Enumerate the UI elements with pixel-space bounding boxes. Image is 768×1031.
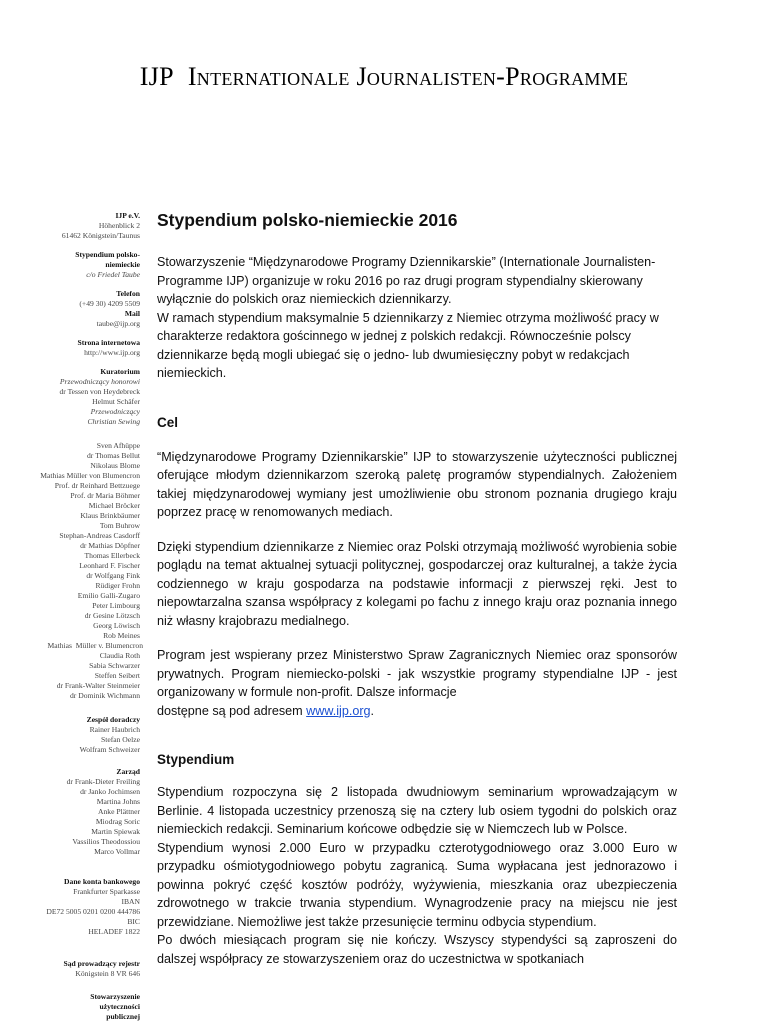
mail-label: Mail [124, 309, 140, 318]
member-name: Michael Bröcker [88, 501, 140, 510]
org-street: Höhenblick 2 [98, 221, 140, 230]
page-title: Stypendium polsko-niemieckie 2016 [157, 210, 458, 230]
board-of-trustees [8, 367, 140, 427]
website-label: Strona internetowa [77, 338, 140, 347]
board-member-name: Marco Vollmar [94, 847, 140, 856]
sidebar [8, 211, 143, 1031]
advisor-name: Stefan Oelze [100, 735, 140, 744]
intro-paragraph: W ramach stypendium maksymalnie 5 dziennikarzy z Niemiec otrzyma możliwość pracy w charakterze redaktora gościnnego w jednej z polskich redakcji. Równocześnie polscy dziennikarze będą mogli ubiegać się o jedno- lub dwumiesięczny pobyt w redakcjach niemieckich. [157, 310, 659, 380]
member-name: Emilio Galli-Zugaro [77, 591, 140, 600]
scholarship-paragraph: Po dwóch miesiącach program się nie kończy. Wszyscy stypendyści są zaproszeni do dalszej współpracy ze stowarzyszeniem oraz do uczestnictwa w spotkaniach [157, 933, 677, 966]
court-value: Königstein 8 VR 646 [75, 969, 140, 978]
member-name: Peter Limbourg [92, 601, 140, 610]
board-member-name: Vassilios Theodossiou [72, 837, 140, 846]
board-member-name: dr Frank-Dieter Freiling [66, 777, 140, 786]
scholarship-label: Stypendium polsko-niemieckie [75, 250, 140, 269]
association-status [8, 992, 140, 1022]
trustee-name: dr Tessen von Heydebreck [59, 387, 140, 396]
board-member-name: Martina Johns [96, 797, 140, 806]
contact-info [8, 289, 140, 329]
member-name: Rob Meines [103, 631, 140, 640]
management-board [8, 767, 140, 857]
link-intro: dostępne są pod adresem [157, 703, 307, 718]
intro-paragraph: Stowarzyszenie “Międzynarodowe Programy Dziennikarskie” (Internationale Journalisten-Programme IJP) organizuje w roku 2016 po raz drugi program stypendialny skierowany wyłącznie do polskich oraz niemieckich dziennikarzy. [157, 255, 656, 306]
member-name: Sabia Schwarzer [89, 661, 140, 670]
member-name: Prof. dr Maria Böhmer [70, 491, 140, 500]
letterhead-title: Internationale Journalisten-Programme [187, 62, 629, 91]
advisors-label: Zespół doradczy [86, 715, 140, 724]
mail-value[interactable]: taube@ijp.org [96, 319, 140, 328]
member-name: dr Gesine Lötzsch [84, 611, 140, 620]
trustees-role: Przewodniczący honorowi [59, 377, 140, 386]
member-name: Klaus Brinkbäumer [80, 511, 140, 520]
member-name: dr Dominik Wichmann [70, 691, 140, 700]
member-name: Mathias Müller von Blumencron [40, 471, 140, 480]
member-name: Nikolaus Blome [90, 461, 140, 470]
member-name: Steffen Seibert [94, 671, 140, 680]
org-name: IJP e.V. [115, 211, 140, 220]
member-name: Stephan-Andreas Casdorff [59, 531, 140, 540]
member-name: Tom Buhrow [99, 521, 140, 530]
board-member-name: dr Janko Jochimsen [80, 787, 140, 796]
website-info [8, 338, 140, 358]
board-member-name: Anke Plättner [98, 807, 140, 816]
scholarship-contact-name: c/o Friedel Taube [86, 270, 140, 279]
ijp-website-link[interactable]: www.ijp.org [306, 703, 371, 718]
letterhead-abbr: IJP [139, 62, 174, 91]
website-value[interactable]: http://www.ijp.org [84, 348, 140, 357]
bank-line: IBAN [121, 897, 140, 906]
bank-line: BIC [127, 917, 140, 926]
sentence-end: . [370, 703, 375, 718]
member-name: dr Mathias Döpfner [80, 541, 140, 550]
section-heading-goal: Cel [157, 414, 179, 430]
bank-line: HELADEF 1822 [88, 927, 140, 936]
advisor-name: Wolfram Schweizer [79, 745, 140, 754]
scholarship-paragraph: Stypendium rozpoczyna się 2 listopada dwudniowym seminarium wprowadzającym w Berlinie. 4 listopada uczestnicy przenoszą się na cztery lub osiem tygodni do polskich oraz niemieckich redakcji. Seminarium końcowe odbędzie się w Niemczech lub w Polsce. [157, 785, 677, 836]
goal-paragraph: “Międzynarodowe Programy Dziennikarskie” IJP to stowarzyszenie użyteczności publicznej oferujące młodym dziennikarzom szeroką paletę programów stypendialnych. Założeniem takiej międzynarodowej wymiany jest umożliwienie obu stronom poznania drugiego kraju poprzez pracę w renomowanych mediach. [157, 449, 677, 519]
trustees-label: Kuratorium [100, 367, 140, 376]
member-name: dr Wolfgang Fink [86, 571, 140, 580]
association-label: Stowarzyszenie użyteczności publicznej [90, 992, 140, 1021]
register-court [8, 959, 140, 979]
trustee-name: Christian Sewing [87, 417, 140, 426]
goal-paragraph: Program jest wspierany przez Ministerstwo Spraw Zagranicznych Niemiec oraz sponsorów prywatnych. Program niemiecko-polski - jak wszystkie programy stypendialne IJP - jest organizowany w formule non-profit. Dalsze informacje [157, 648, 677, 699]
member-name: Rüdiger Frohn [95, 581, 140, 590]
goal-paragraph: Dzięki stypendium dziennikarze z Niemiec oraz Polski otrzymają możliwość wyrobienia sobie poglądu na temat aktualnej sytuacji politycznej, gospodarczej oraz kulturalnej, a także życia codziennego w kraju gospodarza na podstawie informacji z pierwszej ręki. Jest to niepowtarzalna szansa współpracy z kolegami po fachu z innego kraju oraz poznania innego niż własny krajobrazu medialnego. [157, 539, 677, 628]
board-member-name: Miodrag Soric [95, 817, 140, 826]
member-name: Georg Löwisch [93, 621, 140, 630]
phone-value: (+49 30) 4209 5509 [79, 299, 140, 308]
trustee-name: Helmut Schäfer [92, 397, 140, 406]
bank-label: Dane konta bankowego [64, 877, 140, 886]
bank-line: DE72 5005 0201 0200 444786 [46, 907, 140, 916]
org-address [8, 211, 140, 241]
trustees-role: Przewodniczący [90, 407, 140, 416]
main-content [157, 209, 677, 968]
board-member-name: Martin Spiewak [91, 827, 140, 836]
scholarship-paragraph: Stypendium wynosi 2.000 Euro w przypadku czterotygodniowego oraz 3.000 Euro w przypadku ośmiotygodniowego pobytu zagranicą. Suma wypłacana jest jednorazowo i powinna pokryć część kosztów podróży, wyżywienia, mieszkania oraz ubezpieczenia zdrowotnego w trakcie trwania stypendium. Wynagrodzenie pracy na miejscu nie jest przewidziane. Niemożliwe jest także przesunięcie terminu odbycia stypendium. [157, 840, 677, 929]
member-name: Claudia Roth [99, 651, 140, 660]
members-list [8, 441, 143, 701]
member-name: Sven Afhüppe [96, 441, 140, 450]
advisor-name: Rainer Haubrich [89, 725, 140, 734]
member-name: Prof. dr Reinhard Bettzuege [54, 481, 140, 490]
member-name: Leonhard F. Fischer [79, 561, 140, 570]
scholarship-contact [8, 250, 140, 280]
section-heading-scholarship: Stypendium [157, 752, 235, 767]
member-name: dr Frank-Walter Steinmeier [56, 681, 140, 690]
member-name: Thomas Ellerbeck [84, 551, 140, 560]
phone-label: Telefon [116, 289, 140, 298]
letterhead [0, 62, 768, 92]
court-label: Sąd prowadzący rejestr [63, 959, 140, 968]
bank-line: Frankfurter Sparkasse [73, 887, 140, 896]
advisors [8, 715, 140, 755]
board-label: Zarząd [116, 767, 140, 776]
bank-details [8, 877, 140, 937]
goal-paragraph-tail [157, 702, 677, 721]
member-name: dr Thomas Bellut [86, 451, 140, 460]
member-name: Mathias Müller v. Blumencron [47, 641, 143, 650]
org-city: 61462 Königstein/Taunus [61, 231, 140, 240]
